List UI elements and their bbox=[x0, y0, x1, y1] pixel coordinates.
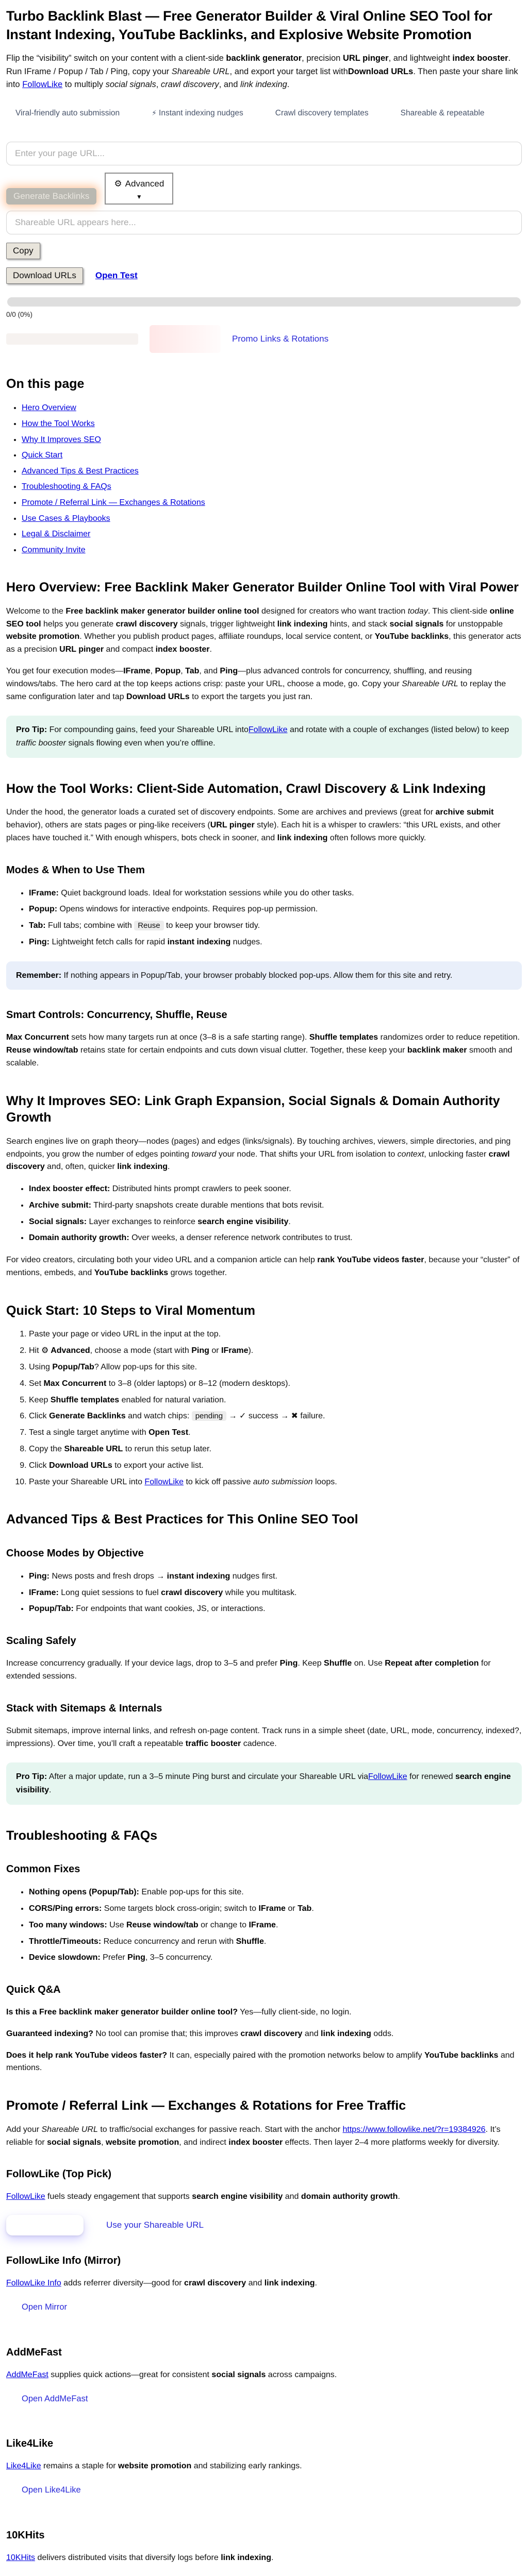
progress-label: 0/0 (0%) bbox=[6, 310, 33, 318]
inline-link[interactable]: AddMeFast bbox=[6, 2370, 48, 2379]
list-item: • Ping: Lightweight fetch calls for rapid instant indexing nudges. bbox=[29, 936, 522, 949]
inline-link[interactable]: FollowLike bbox=[6, 2192, 45, 2201]
list-item: • IFrame: Quiet background loads. Ideal for workstation sessions while you do other tasks. bbox=[29, 887, 522, 900]
list-item: • IFrame: Long quiet sessions to fuel crawl discovery while you multitask. bbox=[29, 1587, 522, 1600]
list-item: • Throttle/Timeouts: Reduce concurrency and rerun with Shuffle. bbox=[29, 1936, 522, 1948]
paragraph: FollowLike fuels steady engagement that supports search engine visibility and domain authority growth. bbox=[6, 2192, 400, 2201]
toc-link[interactable]: Legal & Disclaimer bbox=[22, 530, 91, 539]
gear-icon: ⚙ bbox=[114, 179, 122, 189]
subsection-heading: Like4Like bbox=[6, 2438, 54, 2450]
toc-item bbox=[22, 449, 522, 462]
page-url-input[interactable] bbox=[6, 142, 522, 165]
paragraph: FollowLike Info adds referrer diversity—good for crawl discovery and link indexing. bbox=[6, 2279, 317, 2288]
followlike-cta-row bbox=[6, 2215, 522, 2235]
toc-item bbox=[22, 417, 522, 431]
toc-title: On this page bbox=[6, 376, 85, 391]
progress-bar bbox=[7, 297, 521, 307]
paragraph: 10KHits delivers distributed visits that diversify logs before link indexing. bbox=[6, 2553, 274, 2562]
list-item: 4. Set Max Concurrent to 3–8 (older laptops) or 8–12 (modern desktops). bbox=[29, 1378, 522, 1391]
backlink-tool-card bbox=[6, 142, 522, 353]
list-item: 9. Click Download URLs to export your active list. bbox=[29, 1460, 522, 1472]
list-item: 7. Test a single target anytime with Open Test. bbox=[29, 1427, 522, 1439]
list-item: • Archive submit: Third-party snapshots create durable mentions that bots revisit. bbox=[29, 1199, 522, 1212]
list-item: • Social signals: Layer exchanges to reinforce search engine visibility. bbox=[29, 1216, 522, 1229]
paragraph: Search engines live on graph theory—nodes (pages) and edges (links/signals). By touching archives, viewers, simple directories, and ping endpoints, you grow the number of edges pointing toward your node. That shifts your URL from isolation to context, unlocking faster crawl discovery and, often, quicker link indexing. bbox=[6, 1137, 511, 1172]
paragraph: Is this a Free backlink maker generator builder online tool? Yes—fully client-side, no login. bbox=[6, 2008, 352, 2017]
open-platform-link[interactable] bbox=[22, 2575, 75, 2576]
inline-link[interactable]: FollowLike bbox=[248, 725, 288, 735]
feature-badge: Viral-friendly auto submission bbox=[15, 108, 120, 117]
inline-link[interactable]: FollowLike bbox=[22, 80, 63, 90]
section-heading: Promote / Referral Link — Exchanges & Rotations for Free Traffic bbox=[6, 2098, 406, 2113]
paragraph: Submit sitemaps, improve internal links, and refresh on-page content. Track runs in a simple sheet (date, URL, mode, concurrency, indexed?, impressions). Over time, you’ll craft a repeatable traffic booster cadence. bbox=[6, 1726, 522, 1748]
paragraph: Like4Like remains a staple for website promotion and stabilizing early rankings. bbox=[6, 2462, 302, 2471]
open-platform-link[interactable]: Open AddMeFast bbox=[22, 2394, 88, 2403]
list-item: • Popup: Opens windows for interactive endpoints. Requires pop-up permission. bbox=[29, 903, 522, 916]
feature-badge: Crawl discovery templates bbox=[275, 108, 369, 117]
subsection-heading: Quick Q&A bbox=[6, 1984, 61, 1996]
inline-link[interactable]: https://www.followlike.net/?r=19384926 bbox=[342, 2125, 486, 2134]
subsection-heading: Scaling Safely bbox=[6, 1635, 76, 1647]
toc-link[interactable]: Hero Overview bbox=[22, 403, 76, 413]
inline-code: pending bbox=[192, 1411, 226, 1421]
followlike-cta-button[interactable] bbox=[6, 2215, 84, 2235]
inline-link[interactable]: 10KHits bbox=[6, 2553, 36, 2562]
inline-link[interactable]: FollowLike bbox=[368, 1772, 407, 1782]
toc-link[interactable]: Community Invite bbox=[22, 545, 86, 554]
subsection-heading: 10KHits bbox=[6, 2529, 45, 2541]
page-header bbox=[6, 7, 522, 119]
paragraph: Max Concurrent sets how many targets run at once (3–8 is a safe starting range). Shuffle templates randomizes order to reduce repetition. Reuse window/tab retains state for certain endpoints and cuts down visual clutter. Together, these keep your backlink maker smooth and scalable. bbox=[6, 1033, 520, 1067]
generate-backlinks-button[interactable]: Generate Backlinks bbox=[6, 188, 96, 205]
list-item: • Popup/Tab: For endpoints that want cookies, JS, or interactions. bbox=[29, 1603, 522, 1616]
toc-item bbox=[22, 480, 522, 494]
bullet-list bbox=[6, 1570, 522, 1616]
feature-badge: ⚡ Instant indexing nudges bbox=[152, 108, 243, 117]
paragraph: Guaranteed indexing? No tool can promise that; this improves crawl discovery and link indexing odds. bbox=[6, 2029, 394, 2038]
bullet-list bbox=[6, 1183, 522, 1245]
toc-item bbox=[22, 544, 522, 557]
generate-row bbox=[6, 173, 522, 205]
remember-callout: Remember: If nothing appears in Popup/Tab, your browser probably blocked pop-ups. Allow them for this site and retry. bbox=[6, 961, 522, 990]
inline-link[interactable]: Like4Like bbox=[6, 2462, 41, 2471]
list-item: • Domain authority growth: Over weeks, a denser reference network contributes to trust. bbox=[29, 1232, 522, 1245]
paragraph: AddMeFast supplies quick actions—great for consistent social signals across campaigns. bbox=[6, 2370, 337, 2379]
shareable-url-output[interactable] bbox=[6, 211, 522, 234]
bullet-list bbox=[6, 1328, 522, 1488]
toc-item bbox=[22, 401, 522, 415]
paragraph: For video creators, circulating both your video URL and a companion article can help rank YouTube videos faster, because your “cluster” of mentions, embeds, and YouTube backlinks grows together. bbox=[6, 1256, 520, 1278]
toc-link[interactable]: Advanced Tips & Best Practices bbox=[22, 466, 139, 476]
list-item: • Nothing opens (Popup/Tab): Enable pop-ups for this site. bbox=[29, 1886, 522, 1899]
toc-item bbox=[22, 433, 522, 447]
feature-badges bbox=[15, 107, 522, 119]
toc-link[interactable]: Promote / Referral Link — Exchanges & Rotations bbox=[22, 498, 205, 507]
copy-row bbox=[6, 243, 522, 259]
paragraph: Increase concurrency gradually. If your device lags, drop to 3–5 and prefer Ping. Keep Shuffle on. Use Repeat after completion for extended sessions. bbox=[6, 1659, 491, 1681]
use-shareable-url-link[interactable]: Use your Shareable URL bbox=[106, 2220, 204, 2230]
toc-link[interactable]: Use Cases & Playbooks bbox=[22, 514, 110, 523]
toc-link[interactable]: Troubleshooting & FAQs bbox=[22, 482, 111, 492]
copy-button[interactable]: Copy bbox=[6, 243, 40, 259]
section-heading: Hero Overview: Free Backlink Maker Generator Builder Online Tool with Viral Power bbox=[6, 580, 519, 595]
paragraph: Does it help rank YouTube videos faster? It can, especially paired with the promotion networks below to amplify YouTube backlinks and mentions. bbox=[6, 2050, 515, 2073]
pro-tip-callout: Pro Tip: After a major update, run a 3–5 minute Ping burst and circulate your Shareable URL viaFollowLike for renewed search engine visibility. bbox=[6, 1762, 522, 1804]
list-item: • Too many windows: Use Reuse window/tab or change to IFrame. bbox=[29, 1919, 522, 1932]
list-item: • Device slowdown: Prefer Ping, 3–5 concurrency. bbox=[29, 1952, 522, 1964]
list-item: 6. Click Generate Backlinks and watch chips: pending → ✓ success → ✖ failure. bbox=[29, 1410, 522, 1423]
list-item: 5. Keep Shuffle templates enabled for natural variation. bbox=[29, 1394, 522, 1407]
article-body bbox=[6, 579, 522, 2576]
paragraph: You get four execution modes—IFrame, Popup, Tab, and Ping—plus advanced controls for concurrency, shuffling, and reusing windows/tabs. The hero card at the top keeps actions crisp: paste your URL, choose a mode, go. Copy your Shareable URL to replay the same configuration later and tap Download URLs to export the targets you just ran. bbox=[6, 667, 506, 701]
toc-item bbox=[22, 465, 522, 478]
list-item: 1. Paste your page or video URL in the input at the top. bbox=[29, 1328, 522, 1341]
toc-link[interactable]: How the Tool Works bbox=[22, 419, 95, 429]
open-platform-link[interactable]: Open Mirror bbox=[22, 2302, 68, 2312]
subsection-heading: Choose Modes by Objective bbox=[6, 1547, 144, 1559]
list-item: 3. Using Popup/Tab? Allow pop-ups for this site. bbox=[29, 1361, 522, 1374]
subsection-heading: Common Fixes bbox=[6, 1863, 80, 1875]
table-of-contents bbox=[6, 376, 522, 556]
download-row bbox=[6, 267, 522, 284]
toc-item bbox=[22, 496, 522, 510]
subsection-heading: FollowLike Info (Mirror) bbox=[6, 2255, 121, 2267]
section-heading: How the Tool Works: Client-Side Automation, Crawl Discovery & Link Indexing bbox=[6, 781, 486, 796]
list-item: • Index booster effect: Distributed hints prompt crawlers to peek sooner. bbox=[29, 1183, 522, 1196]
list-item: 2. Hit ⚙ Advanced, choose a mode (start with Ping or IFrame). bbox=[29, 1345, 522, 1358]
subsection-heading: AddMeFast bbox=[6, 2346, 62, 2358]
paragraph: Add your Shareable URL to traffic/social exchanges for passive reach. Start with the anchor https://www.followlike.net/?r=19384926. It’s reliable for social signals, website promotion, and indirect index booster effects. Then layer 2–4 more platforms weekly for diversity. bbox=[6, 2125, 501, 2147]
list-item: • CORS/Ping errors: Some targets block cross-origin; switch to IFrame or Tab. bbox=[29, 1903, 522, 1916]
status-chips-row bbox=[6, 325, 522, 353]
feature-badge: Shareable & repeatable bbox=[400, 108, 485, 117]
open-platform-link[interactable]: Open Like4Like bbox=[22, 2485, 81, 2495]
bullet-list bbox=[6, 1886, 522, 1964]
subsection-heading: Stack with Sitemaps & Internals bbox=[6, 1702, 162, 1714]
subsection-heading: Modes & When to Use Them bbox=[6, 864, 145, 876]
page-title: Turbo Backlink Blast — Free Generator Builder & Viral Online SEO Tool for Instant Indexing, YouTube Backlinks, and Explosive Website Promotion bbox=[6, 8, 492, 42]
pro-tip-callout: Pro Tip: For compounding gains, feed your Shareable URL intoFollowLike and rotate with a couple of exchanges (listed below) to keep traffic booster signals flowing even when you’re offline. bbox=[6, 716, 522, 757]
download-urls-button[interactable]: Download URLs bbox=[6, 267, 83, 284]
inline-link[interactable]: FollowLike Info bbox=[6, 2279, 61, 2288]
toc-link[interactable]: Quick Start bbox=[22, 451, 63, 460]
paragraph: Under the hood, the generator loads a curated set of discovery endpoints. Some are archives and previews (great for archive submit behavior), others are stats pages or ping-like receivers (URL pinger style). Each hit is a whisper to crawlers: “this URL exists, and other places have touched it.” With enough whispers, bots check in sooner, and link indexing often follows more quickly. bbox=[6, 808, 501, 842]
list-item: 8. Copy the Shareable URL to rerun this setup later. bbox=[29, 1443, 522, 1456]
advanced-options-toggle[interactable] bbox=[105, 173, 173, 205]
section-heading: Troubleshooting & FAQs bbox=[6, 1828, 158, 1843]
list-item: • Ping: News posts and fresh drops → instant indexing nudges first. bbox=[29, 1570, 522, 1583]
toc-item bbox=[22, 528, 522, 541]
promo-links-rotations-link[interactable]: Promo Links & Rotations bbox=[232, 334, 329, 344]
open-test-link[interactable]: Open Test bbox=[95, 270, 138, 280]
toc-item bbox=[22, 512, 522, 526]
subsection-heading: FollowLike (Top Pick) bbox=[6, 2168, 112, 2180]
lightning-icon: ⚡ bbox=[152, 108, 157, 117]
list-item: • Tab: Full tabs; combine with Reuse to keep your browser tidy. bbox=[29, 920, 522, 933]
list-item: 10. Paste your Shareable URL into FollowLike to kick off passive auto submission loops. bbox=[29, 1476, 522, 1489]
toc-link[interactable]: Why It Improves SEO bbox=[22, 435, 101, 444]
intro-paragraph: Flip the “visibility” switch on your content with a client-side backlink generator, precision URL pinger, and lightweight index booster. Run IFrame / Popup / Tab / Ping, copy your Shareable URL, and export your target list withDownload URLs. Then paste your share link into FollowLike to multiply social signals, crawl discovery, and link indexing. bbox=[6, 54, 518, 90]
section-heading: Quick Start: 10 Steps to Viral Momentum bbox=[6, 1303, 255, 1318]
toc-list bbox=[6, 401, 522, 556]
advanced-label: ⚙ Advanced bbox=[114, 179, 164, 189]
ghost-chip bbox=[150, 325, 221, 353]
subsection-heading: Smart Controls: Concurrency, Shuffle, Reuse bbox=[6, 1009, 227, 1021]
section-heading: Advanced Tips & Best Practices for This Online SEO Tool bbox=[6, 1512, 358, 1527]
bullet-list bbox=[6, 887, 522, 949]
inline-code: Reuse bbox=[134, 921, 163, 930]
section-heading: Why It Improves SEO: Link Graph Expansion, Social Signals & Domain Authority Growth bbox=[6, 1093, 500, 1125]
paragraph: Welcome to the Free backlink maker generator builder online tool designed for creators who want traction today. This client-side online SEO tool helps you generate crawl discovery signals, trigger lightweight link indexing hints, and stack social signals for unstoppable website promotion. Whether you publish product pages, affiliate roundups, local service content, or YouTube backlinks, this generator acts as a precision URL pinger and compact index booster. bbox=[6, 606, 521, 654]
inline-link[interactable]: FollowLike bbox=[144, 1477, 184, 1486]
chevron-down-icon: ▼ bbox=[136, 193, 142, 200]
ghost-chip bbox=[6, 333, 138, 345]
